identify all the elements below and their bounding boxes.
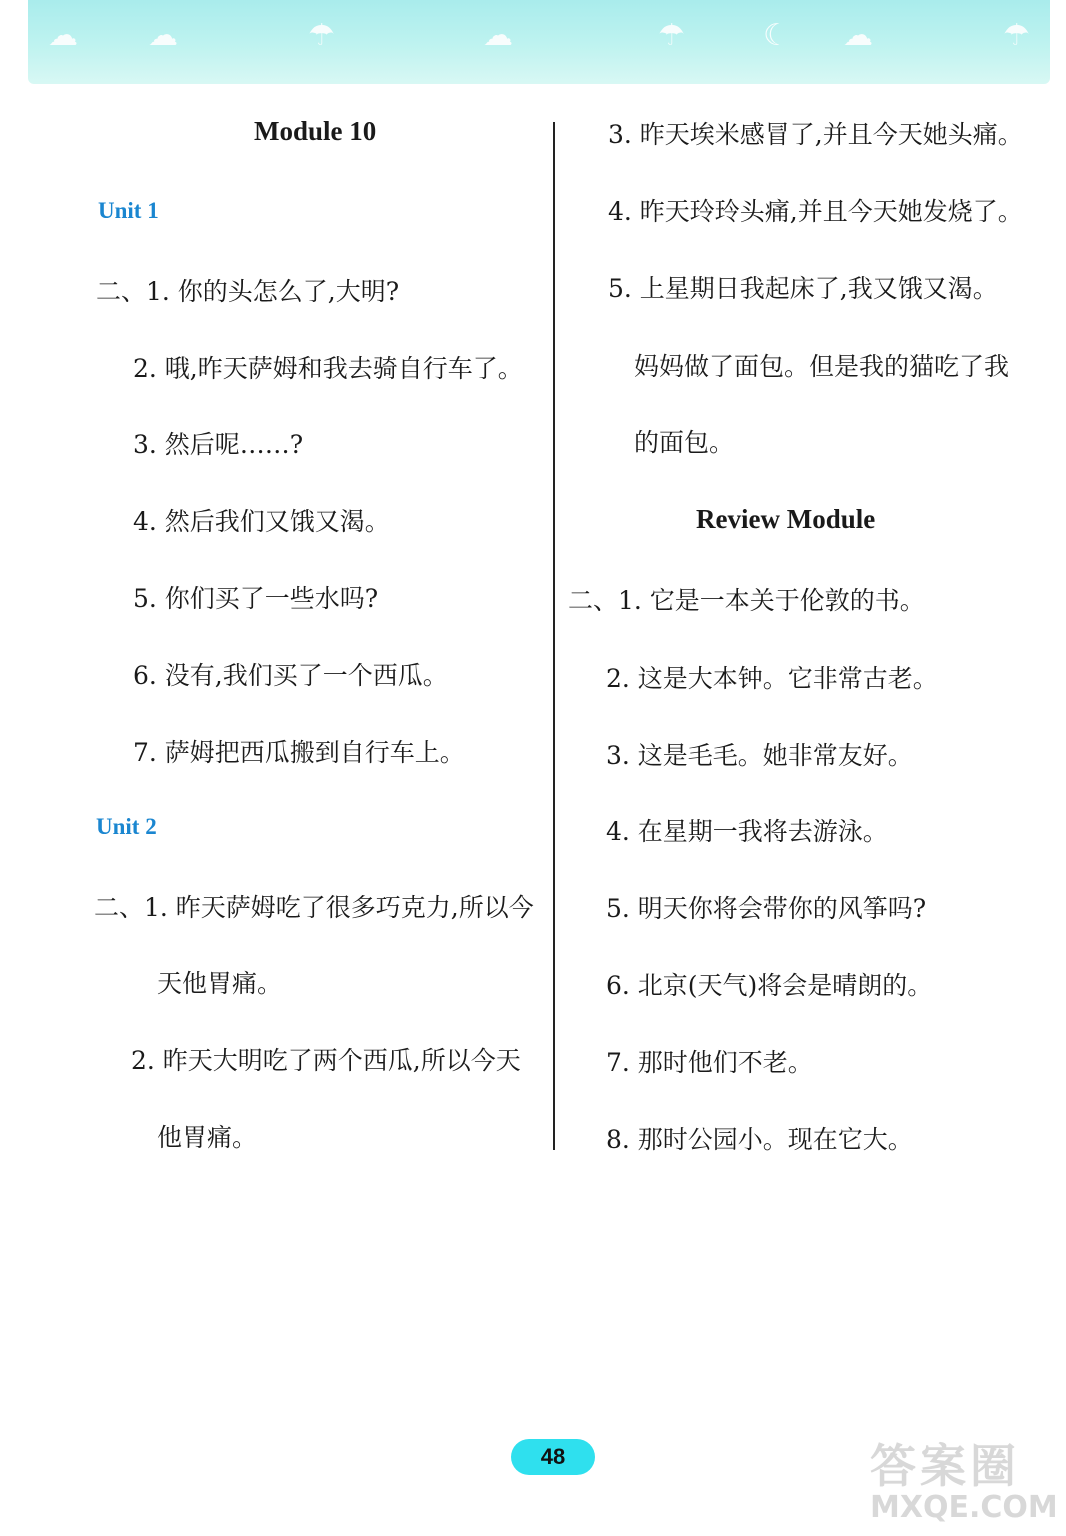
answer-line: 8. 那时公园小。现在它大。 — [606, 1125, 913, 1154]
cloud-icon: ☁ — [148, 18, 178, 53]
watermark-logo — [870, 1430, 1058, 1526]
answer-line: 二、1. 昨天萨姆吃了很多巧克力,所以今 — [94, 893, 534, 922]
answer-line: 天他胃痛。 — [157, 969, 283, 998]
answer-line: 3. 昨天埃米感冒了,并且今天她头痛。 — [608, 120, 1023, 149]
cloud-icon: ☁ — [48, 18, 78, 53]
module-title: Module 10 — [254, 116, 377, 146]
answer-line: 二、1. 你的头怎么了,大明? — [96, 277, 400, 306]
column-divider — [553, 122, 555, 1150]
answer-line: 5. 你们买了一些水吗? — [133, 584, 379, 613]
answer-line: 6. 没有,我们买了一个西瓜。 — [133, 661, 448, 690]
cloud-icon: ☁ — [843, 18, 873, 53]
answer-line: 二、1. 它是一本关于伦敦的书。 — [568, 586, 925, 615]
rain-cloud-icon: ☂ — [658, 18, 685, 53]
answer-line: 他胃痛。 — [157, 1123, 258, 1152]
answer-line: 2. 这是大本钟。它非常古老。 — [606, 664, 938, 693]
cloud-icon: ☁ — [483, 18, 513, 53]
unit-2-heading: Unit 2 — [96, 814, 157, 839]
answer-line: 5. 明天你将会带你的风筝吗? — [606, 894, 927, 923]
unit-1-heading: Unit 1 — [98, 198, 159, 223]
answer-line: 6. 北京(天气)将会是晴朗的。 — [606, 971, 933, 1000]
watermark-url: MXQE.COM — [870, 1490, 1058, 1525]
answer-line: 3. 然后呢……? — [133, 430, 304, 459]
watermark-text: 答案圈 — [870, 1439, 1020, 1493]
answer-line: 的面包。 — [634, 428, 735, 457]
answer-line: 7. 那时他们不老。 — [606, 1048, 813, 1077]
answer-line: 4. 昨天玲玲头痛,并且今天她发烧了。 — [608, 197, 1023, 226]
answer-line: 2. 昨天大明吃了两个西瓜,所以今天 — [131, 1046, 521, 1075]
answer-line: 5. 上星期日我起床了,我又饿又渴。 — [608, 274, 998, 303]
moon-icon: ☾ — [763, 18, 790, 53]
answer-line: 3. 这是毛毛。她非常友好。 — [606, 741, 913, 770]
page-number: 48 — [511, 1439, 595, 1475]
answer-line: 4. 在星期一我将去游泳。 — [606, 817, 888, 846]
left-column — [0, 0, 552, 1200]
answer-line: 妈妈做了面包。但是我的猫吃了我 — [634, 352, 1010, 381]
answer-line: 7. 萨姆把西瓜搬到自行车上。 — [133, 738, 465, 767]
review-module-title: Review Module — [696, 504, 876, 534]
rain-cloud-icon: ☂ — [1003, 18, 1030, 53]
right-column — [558, 0, 1066, 1200]
answer-line: 4. 然后我们又饿又渴。 — [133, 507, 390, 536]
rain-cloud-icon: ☂ — [308, 18, 335, 53]
answer-line: 2. 哦,昨天萨姆和我去骑自行车了。 — [133, 354, 523, 383]
